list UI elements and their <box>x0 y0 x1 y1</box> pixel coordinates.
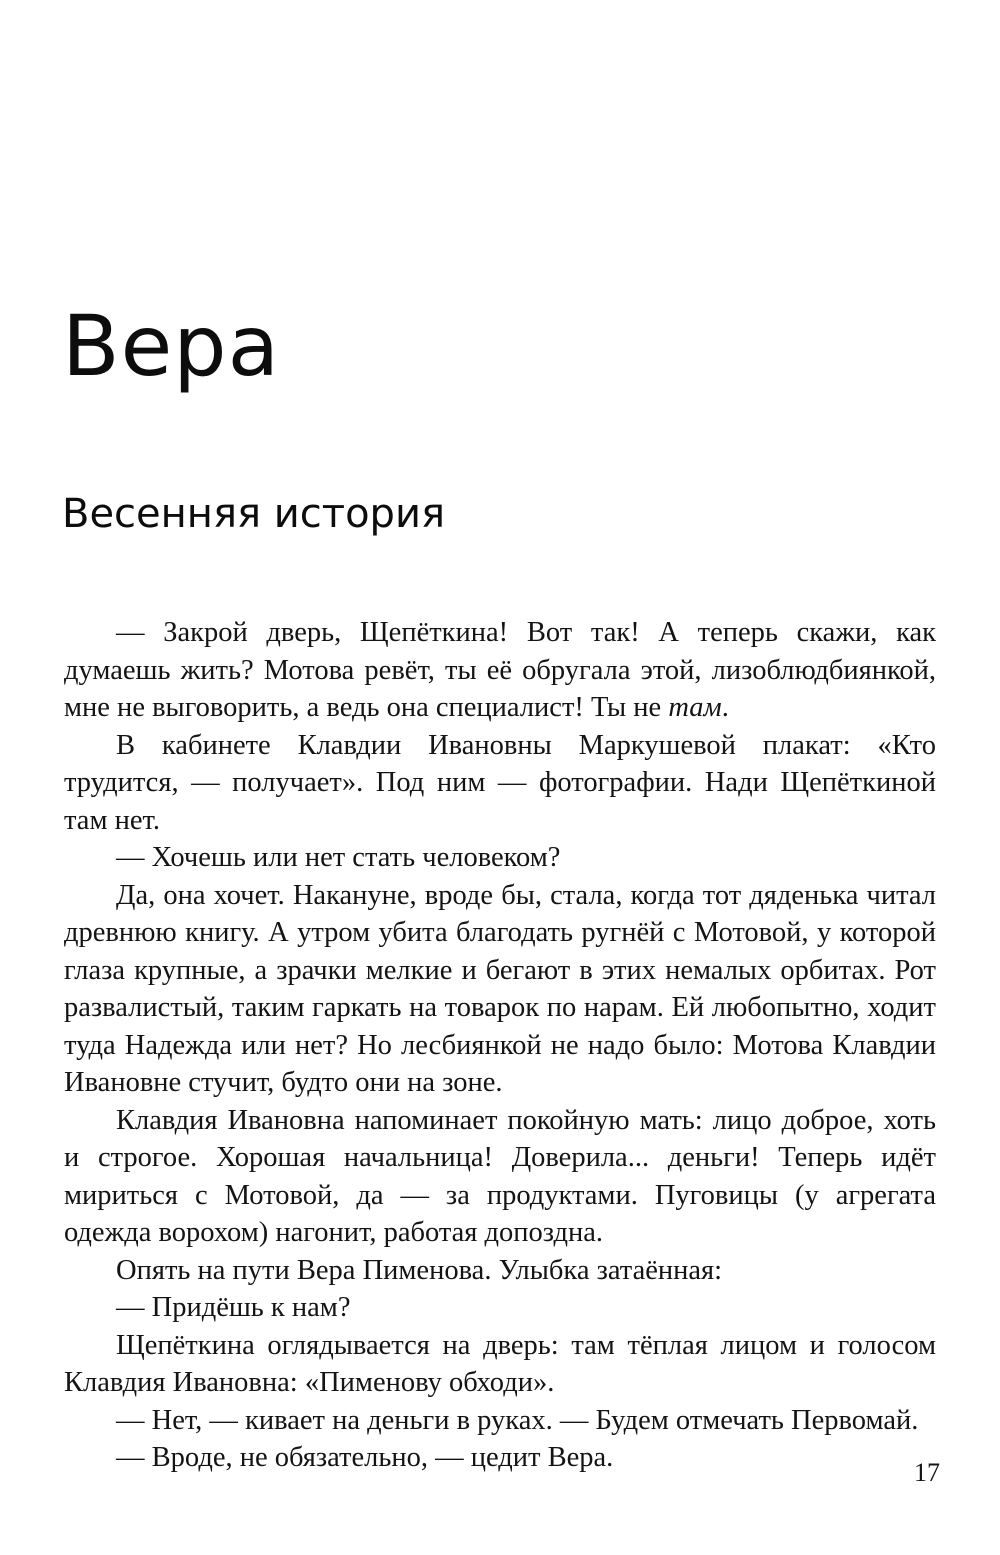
paragraph: В кабинете Клавдии Ивановны Маркушевой плакат: «Кто трудится, — получает». Под ним — фотографии. Нади Щепёткиной там нет. <box>64 729 936 836</box>
emphasized-word: там <box>668 692 722 723</box>
paragraph: Опять на пути Вера Пименова. Улыбка затаённая: <box>116 1254 723 1286</box>
paragraph: — Хочешь или нет стать человеком? <box>116 842 561 873</box>
part-title: Вера <box>62 297 281 395</box>
paragraph: — Придёшь к нам? <box>116 1292 351 1323</box>
chapter-title: Весенняя история <box>62 491 446 537</box>
paragraph: — Нет, — кивает на деньги в руках. — Будем отмечать Первомай. <box>116 1404 919 1436</box>
paragraph <box>64 614 936 727</box>
paragraph-text: . <box>721 692 729 723</box>
body-text <box>64 614 936 1477</box>
paragraph-text: — Закрой дверь, Щепёткина! Вот так! А теперь скажи, как думаешь жить? Мотова ревёт, ты её обругала этой, лизоблюдбиянкой, мне не выговорить, а ведь она специалист! Ты не <box>64 617 936 723</box>
paragraph: Да, она хочет. Накануне, вроде бы, стала, когда тот дяденька читал древнюю книгу. А утром убита благодать ругнёй с Мотовой, у которой глаза крупные, а зрачки мелкие и бегают в этих немалых орбитах. Рот развалистый, таким гаркать на товарок по нарам. Ей любопытно, ходит туда Надежда или нет? Но лесбиянкой не надо было: Мотова Клавдии Ивановне стучит, будто они на зоне. <box>64 879 936 1098</box>
page-number: 17 <box>914 1458 940 1487</box>
paragraph: Щепёткина оглядывается на дверь: там тёплая лицом и голосом Клавдия Ивановна: «Пименову обходи». <box>64 1329 936 1398</box>
paragraph: Клавдия Ивановна напоминает покойную мать: лицо доброе, хоть и строгое. Хорошая начальница! Доверила... деньги! Теперь идёт мириться с Мотовой, да — за продуктами. Пуговицы (у агрегата одежда ворохом) нагонит, работая допоздна. <box>64 1104 936 1248</box>
paragraph: — Вроде, не обязательно, — цедит Вера. <box>116 1442 614 1473</box>
